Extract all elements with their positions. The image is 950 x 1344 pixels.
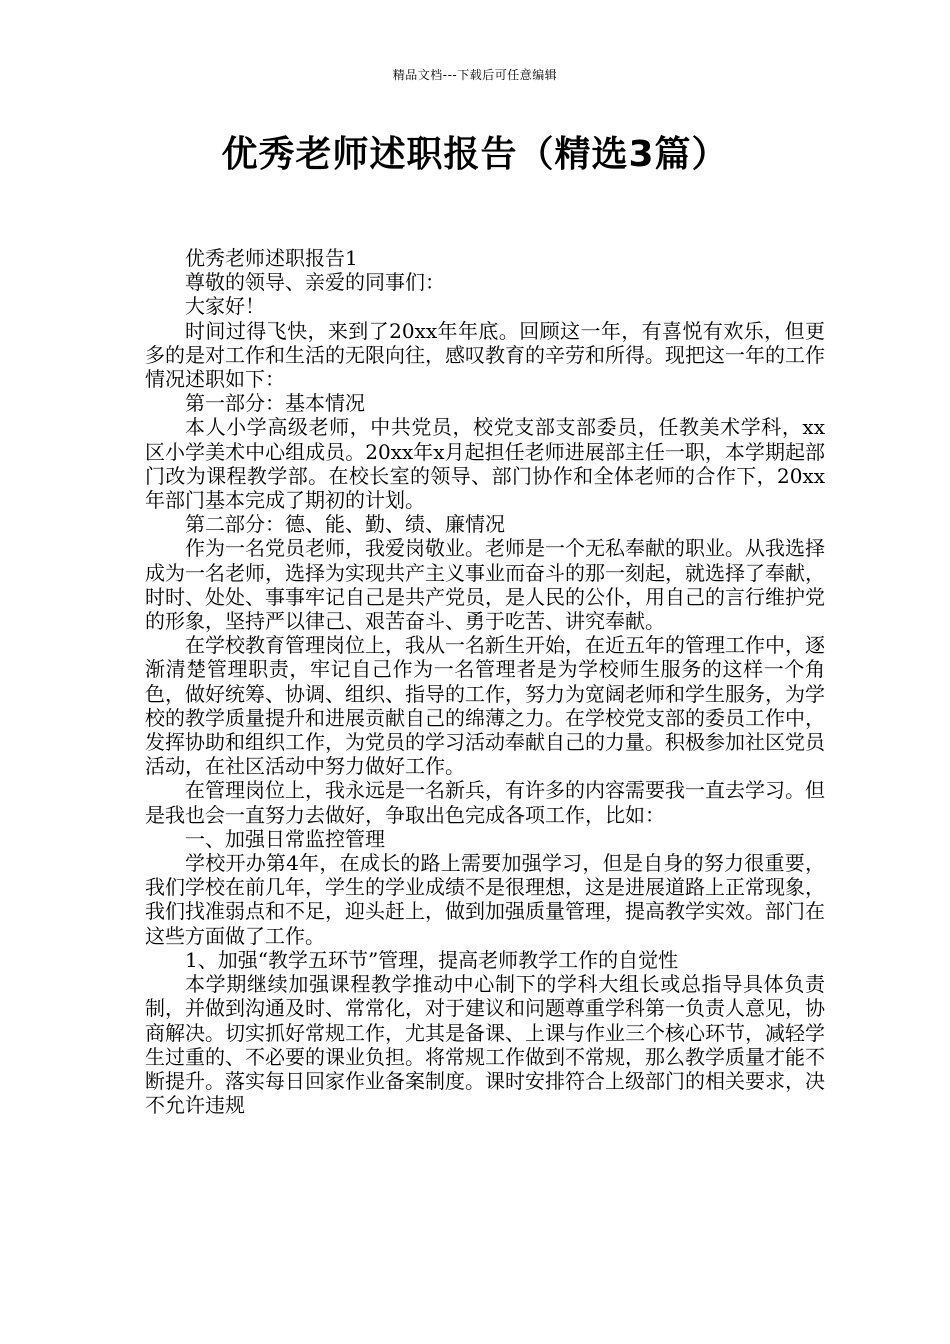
subsection-heading: 一、加强日常监控管理 [185, 826, 385, 851]
paragraph: 时间过得飞快，来到了20xx年年底。回顾这一年，有喜悦有欢乐，但更多的是对工作和生活的无限向往，感叹教育的辛劳和所得。现把这一年的工作情况述职如下： [145, 318, 825, 392]
paragraph: 本学期继续加强课程教学推动中心制下的学科大组长或总指导具体负责制，并做到沟通及时、常常化，对于建议和问题尊重学科第一负责人意见，协商解决。切实抓好常规工作，尤其是备课、上课与作业三个核心环节，减轻学生过重的、不必要的课业负担。将常规工作做到不常规，那么教学质量才能不断提升。落实每日回家作业备案制度。课时安排符合上级部门的相关要求，决不允许违规 [145, 972, 825, 1118]
document-body [145, 246, 825, 1117]
paragraph: 本人小学高级老师，中共党员，校党支部支部委员，任教美术学科，xx区小学美术中心组成员。20xx年x月起担任老师进展部主任一职，本学期起部门改为课程教学部。在校长室的领导、部门协作和全体老师的合作下，20xx年部门基本完成了期初的计划。 [145, 415, 825, 513]
part-heading: 第一部分：基本情况 [185, 391, 365, 416]
paragraph: 在管理岗位上，我永远是一名新兵，有许多的内容需要我一直去学习。但是我也会一直努力去做好，争取出色完成各项工作，比如： [145, 778, 825, 827]
subsection-heading: 1、加强“教学五环节”管理，提高老师教学工作的自觉性 [185, 947, 679, 972]
greeting: 大家好！ [185, 294, 265, 319]
paragraph: 学校开办第4年，在成长的路上需要加强学习，但是自身的努力很重要，我们学校在前几年，学生的学业成绩不是很理想，这是进展道路上正常现象，我们找准弱点和不足，迎头赶上，做到加强质量管理，提高教学实效。部门在这些方面做了工作。 [145, 851, 825, 948]
salutation: 尊敬的领导、亲爱的同事们： [185, 270, 445, 295]
paragraph: 作为一名党员老师，我爱岗敬业。老师是一个无私奉献的职业。从我选择成为一名老师，选择为实现共产主义事业而奋斗的那一刻起，就选择了奉献，时时、处处、事事牢记自己是共产党员，是人民的公仆，用自己的言行维护党的形象，坚持严以律己、艰苦奋斗、勇于吃苦、讲究奉献。 [145, 536, 825, 634]
document-title: 优秀老师述职报告（精选3篇） [221, 134, 729, 175]
paragraph: 在学校教育管理岗位上，我从一名新生开始，在近五年的管理工作中，逐渐清楚管理职责，牢记自己作为一名管理者是为学校师生服务的这样一个角色，做好统筹、协调、组织、指导的工作，努力为宽阔老师和学生服务，为学校的教学质量提升和进展贡献自己的绵薄之力。在学校党支部的委员工作中，发挥协助和组织工作，为党员的学习活动奉献自己的力量。积极参加社区党员活动，在社区活动中努力做好工作。 [145, 633, 825, 779]
part-heading: 第二部分：德、能、勤、绩、廉情况 [185, 512, 505, 537]
header-note: 精品文档---下载后可任意编辑 [392, 68, 558, 82]
section-heading: 优秀老师述职报告1 [185, 246, 358, 270]
